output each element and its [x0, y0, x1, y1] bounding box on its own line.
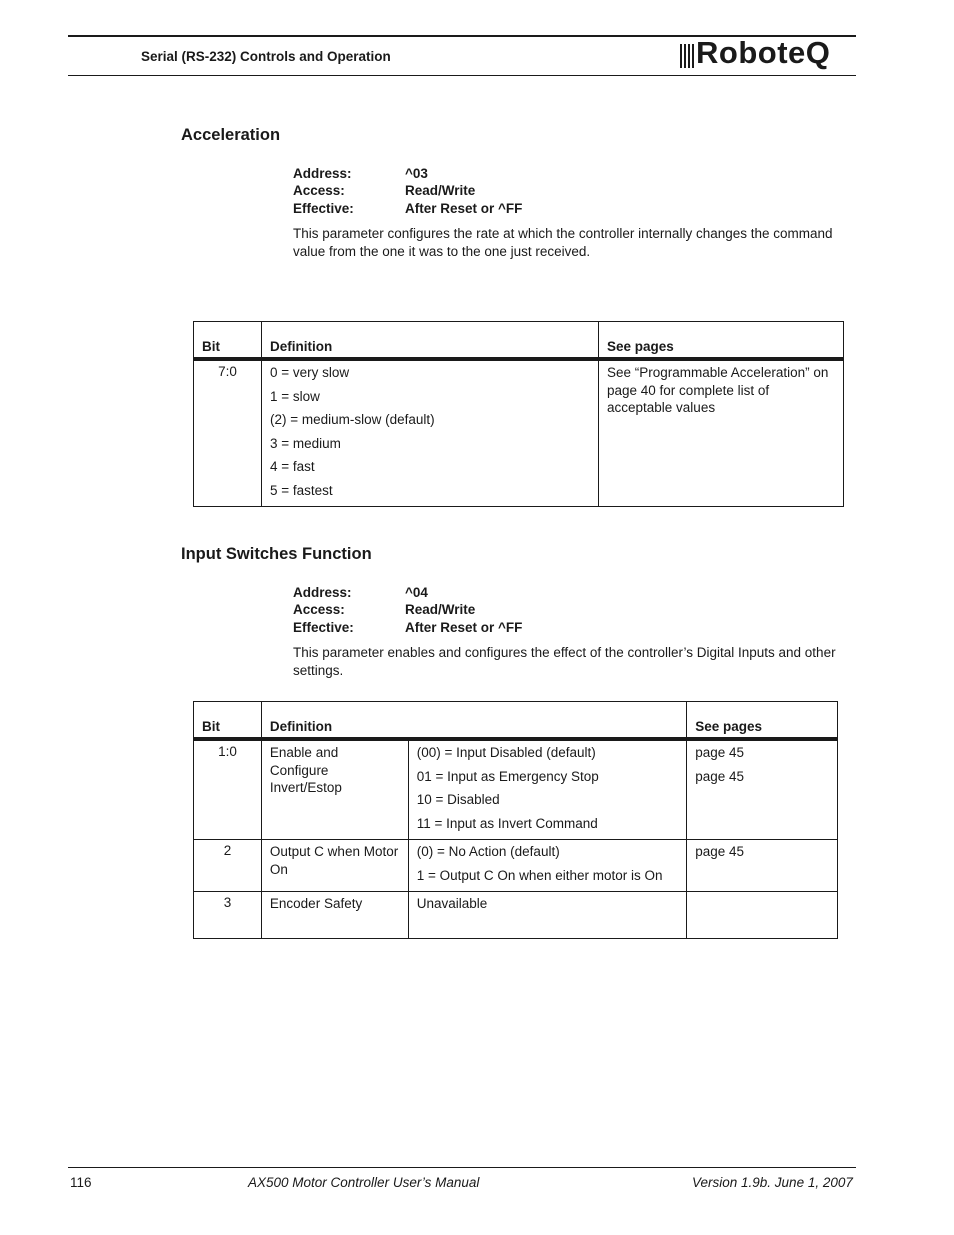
table-header-row — [194, 322, 844, 360]
meta-label-access: Access: — [293, 183, 345, 198]
options-cell: Unavailable — [408, 892, 686, 939]
definition-line: 5 = fastest — [270, 482, 333, 498]
meta-value-effective: After Reset or ^FF — [405, 620, 523, 635]
bit-cell: 1:0 — [194, 739, 262, 840]
meta-value-address: ^03 — [405, 166, 428, 181]
manual-title: AX500 Motor Controller User’s Manual — [248, 1175, 480, 1190]
input-switches-table — [193, 701, 838, 939]
meta-label-access: Access: — [293, 602, 345, 617]
pages-cell — [687, 892, 838, 939]
bit-cell: 3 — [194, 892, 262, 939]
meta-value-access: Read/Write — [405, 183, 476, 198]
bit-cell: 2 — [194, 840, 262, 892]
bit-cell: 7:0 — [194, 359, 262, 507]
roboteq-logo — [680, 35, 856, 74]
option-line: (0) = No Action (default) — [416, 844, 560, 859]
col-header-see-pages: See pages — [687, 702, 838, 740]
acceleration-table — [193, 321, 844, 507]
section-title-input-switches: Input Switches Function — [181, 545, 372, 563]
meta-value-effective: After Reset or ^FF — [405, 201, 523, 216]
pages-cell — [687, 739, 838, 840]
definition-line: 4 = fast — [270, 459, 315, 474]
meta-label-address: Address: — [293, 166, 352, 181]
table-row — [194, 840, 838, 892]
table-header-row — [194, 702, 838, 740]
see-pages-cell: See “Programmable Acceleration” on page 40 for complete list of acceptable values — [599, 359, 844, 507]
page-ref: page 45 — [695, 745, 745, 760]
meta-label-address: Address: — [293, 585, 352, 600]
footer-rule — [68, 1167, 856, 1168]
meta-label-effective: Effective: — [293, 620, 354, 635]
input-switches-description: This parameter enables and configures the effect of the controller’s Digital Inputs and other settings. — [293, 645, 836, 678]
definition-line: 1 = slow — [270, 388, 320, 404]
page-ref: page 45 — [695, 844, 745, 859]
header-bottom-rule — [68, 75, 856, 76]
field-name-cell: Output C when Motor On — [261, 840, 408, 892]
table-row — [194, 359, 844, 507]
col-header-definition: Definition — [262, 322, 599, 360]
pages-cell — [687, 840, 838, 892]
col-header-see-pages: See pages — [599, 322, 844, 360]
col-header-definition: Definition — [261, 702, 686, 740]
logo-bars-icon — [680, 44, 694, 68]
options-cell — [408, 739, 686, 840]
option-line: 10 = Disabled — [416, 792, 500, 807]
options-cell — [408, 840, 686, 892]
table-row — [194, 739, 838, 840]
col-header-bit: Bit — [194, 322, 262, 360]
meta-value-access: Read/Write — [405, 602, 476, 617]
input-switches-meta — [293, 585, 693, 639]
acceleration-meta — [293, 166, 693, 220]
definition-cell — [262, 359, 599, 507]
option-line: (00) = Input Disabled (default) — [416, 745, 596, 760]
field-name-cell: Enable and Configure Invert/Estop — [261, 739, 408, 840]
page-number: 116 — [70, 1175, 92, 1190]
logo-wordmark: RoboteQ — [696, 35, 831, 70]
option-line: 1 = Output C On when either motor is On — [416, 867, 663, 883]
page-ref: page 45 — [695, 768, 745, 784]
option-line: 01 = Input as Emergency Stop — [416, 768, 599, 784]
meta-label-effective: Effective: — [293, 201, 354, 216]
version-info: Version 1.9b. June 1, 2007 — [692, 1175, 853, 1190]
col-header-bit: Bit — [194, 702, 262, 740]
section-title-acceleration: Acceleration — [181, 126, 281, 144]
field-name-cell: Encoder Safety — [261, 892, 408, 939]
definition-line: (2) = medium-slow (default) — [270, 412, 435, 427]
meta-value-address: ^04 — [405, 585, 428, 600]
definition-line: 0 = very slow — [270, 365, 350, 380]
acceleration-description: This parameter configures the rate at which the controller internally changes the command value from the one it was to the one just received. — [293, 226, 833, 259]
option-line: 11 = Input as Invert Command — [416, 815, 598, 831]
definition-line: 3 = medium — [270, 435, 341, 451]
table-row — [194, 892, 838, 939]
running-header-title: Serial (RS-232) Controls and Operation — [141, 49, 391, 64]
